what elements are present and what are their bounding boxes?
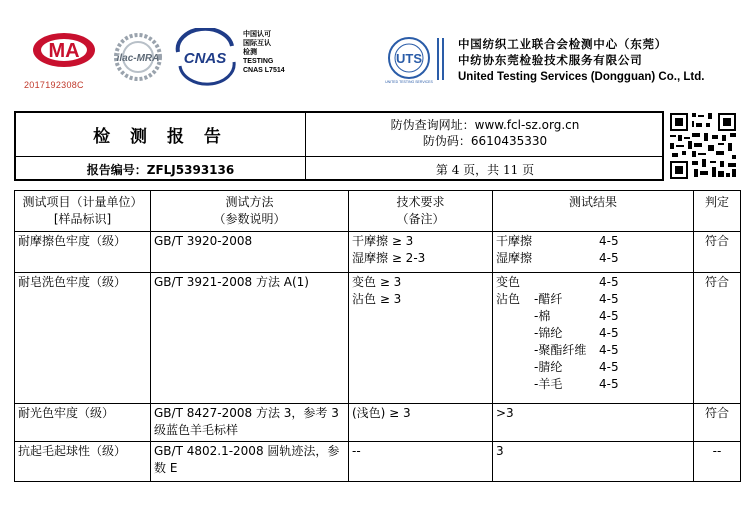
company-name-cn-1: 中国纺织工业联合会检测中心（东莞） (458, 39, 668, 51)
row-result: 变色 4-5 沾色 -醋纤 4-5 -棉 4-5 -锦纶 4-5 -聚酯纤维 4-5 -腈纶 4-5 -羊毛 4-5 (493, 273, 694, 404)
svg-text:MA: MA (48, 40, 80, 62)
cma-logo (29, 30, 99, 70)
report-header-box (14, 111, 664, 181)
row-requirement: -- (349, 442, 493, 482)
row-verdict: 符合 (694, 404, 741, 442)
row-requirement: 变色 ≥ 3 沾色 ≥ 3 (349, 273, 493, 404)
test-results-table (14, 190, 741, 482)
row-item: 耐光色牢度（级） (15, 404, 151, 442)
qr-code-icon[interactable] (668, 111, 738, 181)
table-row (15, 232, 741, 273)
company-name-en: United Testing Services (Dongguan) Co., Ltd. (458, 71, 705, 83)
row-method: GB/T 8427-2008 方法 3，参考 3 级蓝色羊毛标样 (151, 404, 349, 442)
row-result: 3 (493, 442, 694, 482)
row-requirement: 干摩擦 ≥ 3 湿摩擦 ≥ 2-3 (349, 232, 493, 273)
row-method: GB/T 3921-2008 方法 A(1) (151, 273, 349, 404)
svg-text:UNITED TESTING SERVICES: UNITED TESTING SERVICES (385, 80, 433, 84)
row-item: 抗起毛起球性（级） (15, 442, 151, 482)
ilac-mra-logo (106, 28, 170, 86)
row-method: GB/T 3920-2008 (151, 232, 349, 273)
header-test-method: 测试方法 （参数说明） (151, 191, 349, 232)
anti-fake-info (306, 117, 664, 149)
anti-fake-code: 防伪码：6610435330 (422, 134, 548, 148)
table-row (15, 273, 741, 404)
table-row (15, 404, 741, 442)
row-item: 耐摩擦色牢度（级） (15, 232, 151, 273)
report-number: 报告编号：ZFLJ5393136 (86, 162, 235, 177)
page-info: 第 4 页，共 11 页 (435, 162, 535, 177)
uts-logo (385, 34, 447, 86)
header-result: 测试结果 (493, 191, 694, 232)
cnas-cert-text: 中国认可 国际互认 检测 TESTING CNAS L7514 (243, 31, 285, 74)
svg-text:CNAS: CNAS (183, 50, 227, 67)
row-requirement: (浅色) ≥ 3 (349, 404, 493, 442)
header-requirement: 技术要求 （备注） (349, 191, 493, 232)
header-verdict: 判定 (694, 191, 741, 232)
cma-code: 2017192308C (24, 80, 84, 90)
svg-text:UTS: UTS (396, 51, 422, 66)
table-header-row (15, 191, 741, 232)
row-result: 干摩擦 4-5 湿摩擦 4-5 (493, 232, 694, 273)
svg-text:ilac-MRA: ilac-MRA (116, 53, 160, 64)
row-method: GB/T 4802.1-2008 圆轨迹法，参数 E (151, 442, 349, 482)
company-name-cn-2: 中纺协东莞检验技术服务有限公司 (458, 55, 643, 67)
company-name (458, 37, 704, 85)
cnas-logo (172, 28, 238, 86)
anti-fake-url: 防伪查询网址：www.fcl-sz.org.cn (390, 118, 580, 132)
table-row (15, 442, 741, 482)
row-verdict: 符合 (694, 273, 741, 404)
row-result: >3 (493, 404, 694, 442)
header-test-item: 测试项目（计量单位） [样品标识] (15, 191, 151, 232)
row-verdict: -- (694, 442, 741, 482)
report-title: 检 测 报 告 (93, 127, 228, 147)
row-verdict: 符合 (694, 232, 741, 273)
row-item: 耐皂洗色牢度（级） (15, 273, 151, 404)
